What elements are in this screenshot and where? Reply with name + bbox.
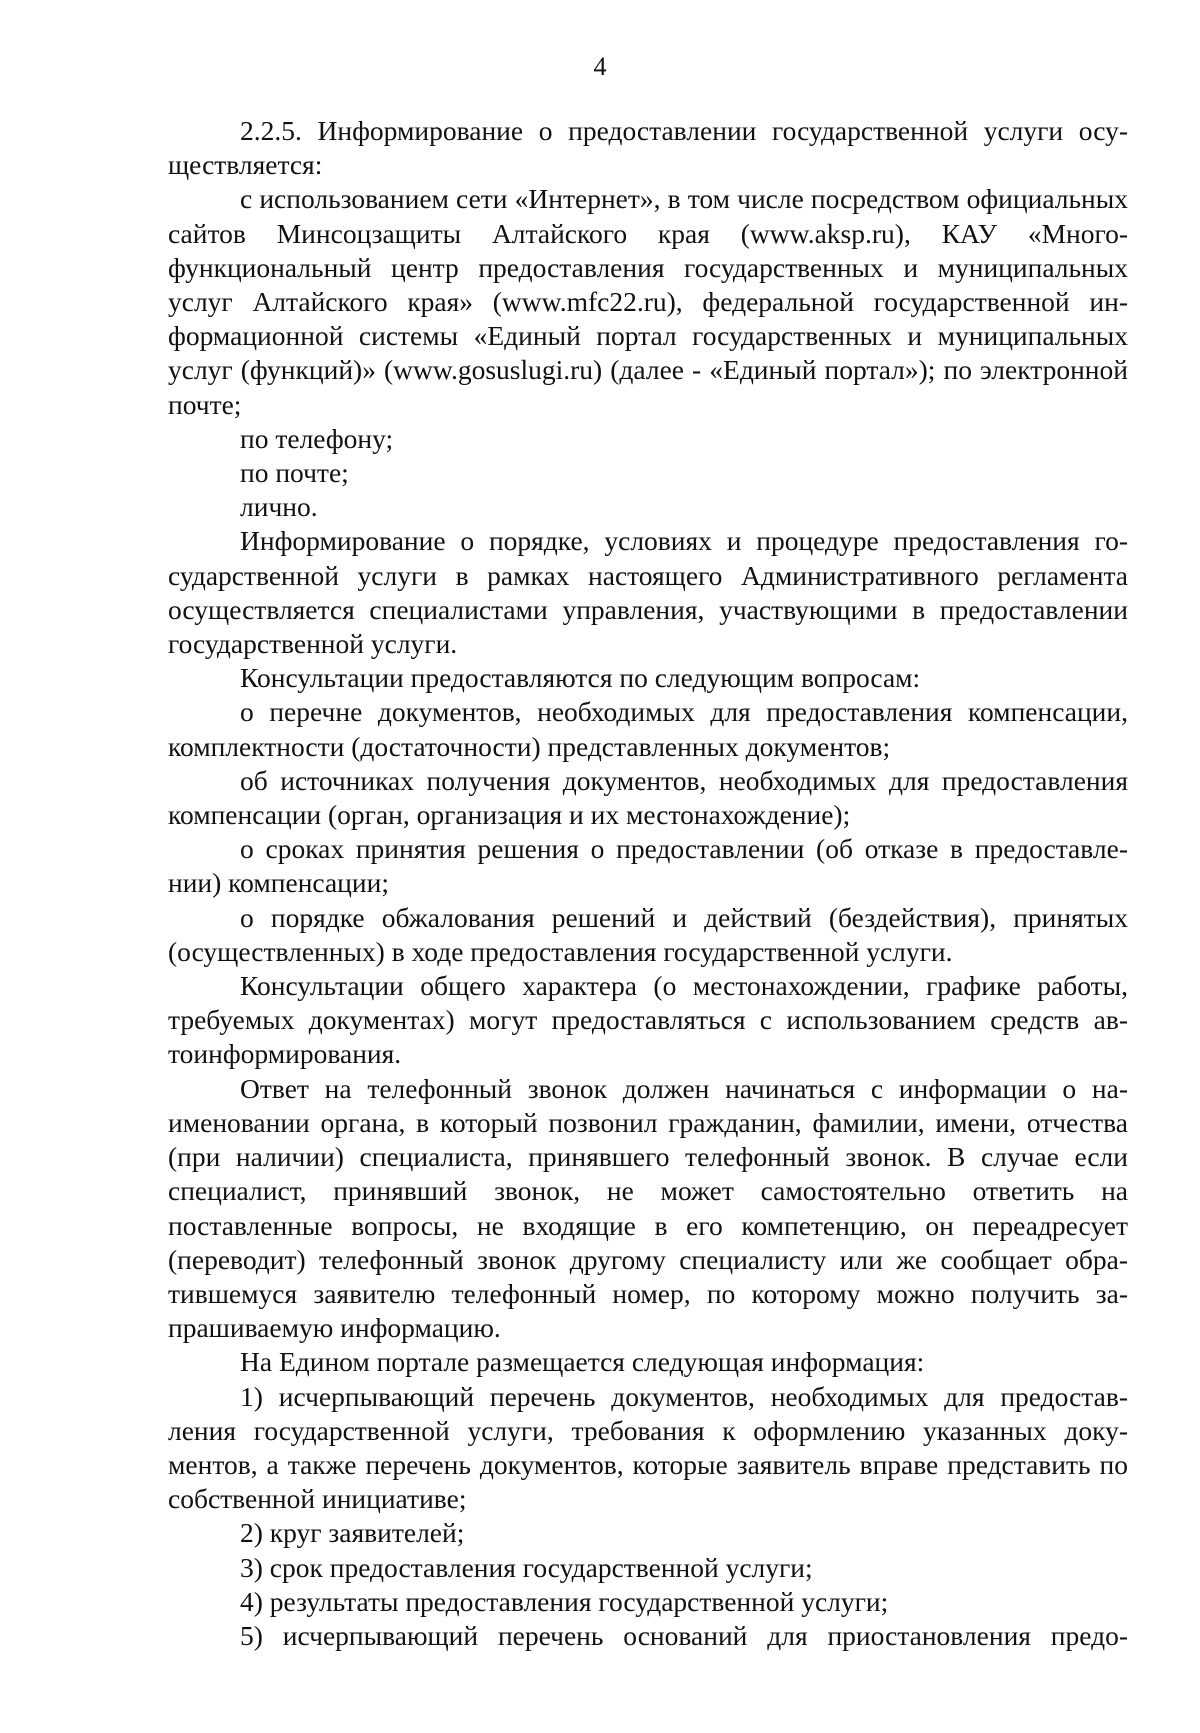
paragraph: по телефону; <box>240 422 394 454</box>
paragraph: 1) исчерпывающий перечень документов, необходимых для предоставления государственной услуги, требования к оформлению указанных документов, а также перечень документов, которые заявитель вправе представить по собственной инициативе; <box>168 1380 1128 1515</box>
paragraph: об источниках получения документов, необходимых для предоставления компенсации (орган, организация и их местонахождение); <box>168 764 1128 831</box>
paragraph: На Едином портале размещается следующая информация: <box>240 1346 925 1378</box>
paragraph: Консультации предоставляются по следующим вопросам: <box>240 662 921 694</box>
page-number: 4 <box>593 52 607 81</box>
paragraph: 3) срок предоставления государственной услуги; <box>240 1551 813 1583</box>
paragraph: о сроках принятия решения о предоставлении (об отказе в предоставлении) компенсации; <box>168 833 1128 899</box>
document-body <box>168 114 1128 1653</box>
paragraph: 5) исчерпывающий перечень оснований для приостановления предо- <box>240 1619 1128 1651</box>
paragraph: о порядке обжалования решений и действий (бездействия), принятых (осуществленных) в ходе предоставления государственной услуги. <box>168 901 1128 967</box>
paragraph: с использованием сети «Интернет», в том числе посредством официальных сайтов Минсоцзащиты Алтайского края (www.aksp.ru), КАУ «Многофункциональный центр предоставления государственных и муниципальных услуг Алтайского края» (www.mfc22.ru), федеральной государственной информационной системы «Единый портал государственных и муниципальных услуг (функций)» (www.gosuslugi.ru) (далее - «Единый портал»); по электронной почте; <box>168 183 1128 420</box>
paragraph: о перечне документов, необходимых для предоставления компенсации, комплектности (достаточности) представленных документов; <box>168 696 1128 762</box>
paragraph: Информирование о порядке, условиях и процедуре предоставления государственной услуги в рамках настоящего Административного регламента осуществляется специалистами управления, участвующими в предоставлении государственной услуги. <box>168 525 1128 660</box>
paragraph: Консультации общего характера (о местонахождении, графике работы, требуемых документах) могут предоставляться с использованием средств автоинформирования. <box>168 970 1128 1070</box>
paragraph: 2) круг заявителей; <box>240 1517 465 1549</box>
paragraph: 4) результаты предоставления государственной услуги; <box>240 1585 889 1617</box>
paragraph: по почте; <box>240 457 349 489</box>
paragraph: лично. <box>240 491 318 523</box>
paragraph: Ответ на телефонный звонок должен начинаться с информации о наименовании органа, в который позвонил гражданин, фамилии, имени, отчества (при наличии) специалиста, принявшего телефонный звонок. В случае если специалист, принявший звонок, не может самостоятельно ответить на поставленные вопросы, не входящие в его компетенцию, он переадресует (переводит) телефонный звонок другому специалисту или же сообщает обратившемуся заявителю телефонный номер, по которому можно получить запрашиваемую информацию. <box>168 1072 1128 1344</box>
paragraph: 2.2.5. Информирование о предоставлении государственной услуги осуществляется: <box>168 115 1128 181</box>
